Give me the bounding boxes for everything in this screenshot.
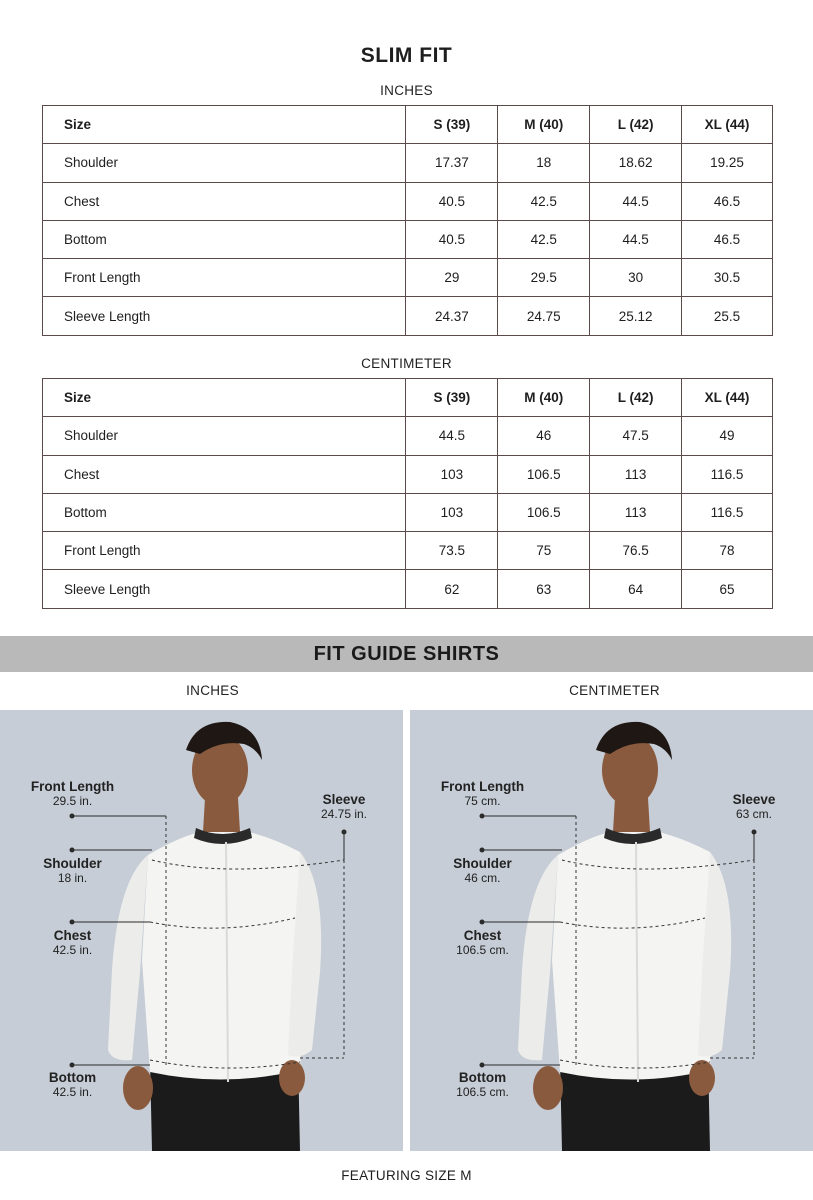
table-cell: 103 bbox=[406, 493, 498, 531]
table-cell: Shoulder bbox=[43, 144, 406, 182]
table-cell: 116.5 bbox=[682, 455, 773, 493]
fit-guide-panel-inches bbox=[0, 710, 403, 1151]
front-length-annotation bbox=[20, 780, 125, 808]
inches-label: INCHES bbox=[380, 83, 433, 98]
chest-value: 42.5 in. bbox=[52, 943, 93, 957]
table-cell: 40.5 bbox=[406, 220, 498, 258]
chest-value: 106.5 cm. bbox=[456, 943, 509, 957]
header-cell: S (39) bbox=[406, 379, 498, 417]
page-title: SLIM FIT bbox=[360, 44, 453, 67]
table-cell: Sleeve Length bbox=[43, 297, 406, 335]
bottom-annotation bbox=[440, 1071, 525, 1099]
table-cell: 30.5 bbox=[682, 259, 773, 297]
sleeve-label: Sleeve bbox=[322, 792, 366, 807]
shoulder-label: Shoulder bbox=[453, 856, 512, 871]
table-cell: 24.75 bbox=[498, 297, 590, 335]
bottom-value: 42.5 in. bbox=[52, 1085, 93, 1099]
table-cell: 64 bbox=[590, 570, 682, 608]
centimeter-label: CENTIMETER bbox=[361, 356, 452, 371]
table-cell: 63 bbox=[498, 570, 590, 608]
table-cell: 103 bbox=[406, 455, 498, 493]
table-cell: 19.25 bbox=[682, 144, 773, 182]
table-header-row bbox=[43, 106, 773, 144]
front-length-label: Front Length bbox=[440, 779, 525, 794]
bottom-label: Bottom bbox=[458, 1070, 507, 1085]
sleeve-annotation bbox=[710, 793, 798, 821]
table-cell: 30 bbox=[590, 259, 682, 297]
table-cell: 40.5 bbox=[406, 182, 498, 220]
fit-guide-title: FIT GUIDE SHIRTS bbox=[313, 642, 500, 665]
table-cell: 46.5 bbox=[682, 182, 773, 220]
table-cell: Shoulder bbox=[43, 417, 406, 455]
table-row bbox=[43, 220, 773, 258]
chest-label: Chest bbox=[53, 928, 92, 943]
table-cell: 44.5 bbox=[590, 220, 682, 258]
table-cell: 75 bbox=[498, 532, 590, 570]
table-header-row bbox=[43, 379, 773, 417]
featuring-size-caption: FEATURING SIZE M bbox=[341, 1168, 472, 1183]
table-cell: 44.5 bbox=[406, 417, 498, 455]
table-row bbox=[43, 182, 773, 220]
table-row bbox=[43, 144, 773, 182]
table-cell: 25.5 bbox=[682, 297, 773, 335]
header-cell: L (42) bbox=[590, 106, 682, 144]
shoulder-value: 18 in. bbox=[57, 871, 88, 885]
table-cell: 76.5 bbox=[590, 532, 682, 570]
table-row bbox=[43, 493, 773, 531]
table-cell: Front Length bbox=[43, 259, 406, 297]
table-cell: 44.5 bbox=[590, 182, 682, 220]
header-cell: XL (44) bbox=[682, 379, 773, 417]
fit-guide-banner bbox=[0, 636, 813, 672]
table-row bbox=[43, 532, 773, 570]
table-cell: 106.5 bbox=[498, 455, 590, 493]
table-row bbox=[43, 455, 773, 493]
chest-label: Chest bbox=[463, 928, 502, 943]
table-cell: 46.5 bbox=[682, 220, 773, 258]
table-cell: 47.5 bbox=[590, 417, 682, 455]
sleeve-value: 24.75 in. bbox=[320, 807, 368, 821]
header-cell: XL (44) bbox=[682, 106, 773, 144]
shoulder-annotation bbox=[440, 857, 525, 885]
table-cell: 73.5 bbox=[406, 532, 498, 570]
table-cell: 25.12 bbox=[590, 297, 682, 335]
inches-size-table bbox=[42, 105, 773, 336]
front-length-annotation bbox=[430, 780, 535, 808]
table-row bbox=[43, 259, 773, 297]
sleeve-annotation bbox=[300, 793, 388, 821]
fit-guide-centimeter-label: CENTIMETER bbox=[569, 683, 660, 698]
table-cell: 18.62 bbox=[590, 144, 682, 182]
bottom-label: Bottom bbox=[48, 1070, 97, 1085]
fit-guide-panel-centimeter bbox=[410, 710, 813, 1151]
table-cell: 113 bbox=[590, 493, 682, 531]
shoulder-value: 46 cm. bbox=[464, 871, 501, 885]
header-cell: L (42) bbox=[590, 379, 682, 417]
table-cell: 106.5 bbox=[498, 493, 590, 531]
front-length-value: 75 cm. bbox=[464, 794, 501, 808]
table-row bbox=[43, 297, 773, 335]
table-cell: 29.5 bbox=[498, 259, 590, 297]
chest-annotation bbox=[30, 929, 115, 957]
header-cell: Size bbox=[43, 106, 406, 144]
table-cell: 46 bbox=[498, 417, 590, 455]
bottom-value: 106.5 cm. bbox=[456, 1085, 509, 1099]
front-length-value: 29.5 in. bbox=[52, 794, 93, 808]
front-length-label: Front Length bbox=[30, 779, 115, 794]
table-cell: 42.5 bbox=[498, 182, 590, 220]
table-cell: 18 bbox=[498, 144, 590, 182]
shoulder-annotation bbox=[30, 857, 115, 885]
header-cell: S (39) bbox=[406, 106, 498, 144]
chest-annotation bbox=[440, 929, 525, 957]
table-cell: 24.37 bbox=[406, 297, 498, 335]
table-cell: 17.37 bbox=[406, 144, 498, 182]
table-cell: Chest bbox=[43, 182, 406, 220]
sleeve-label: Sleeve bbox=[732, 792, 776, 807]
header-cell: Size bbox=[43, 379, 406, 417]
header-cell: M (40) bbox=[498, 106, 590, 144]
table-cell: 62 bbox=[406, 570, 498, 608]
table-cell: Front Length bbox=[43, 532, 406, 570]
table-row bbox=[43, 417, 773, 455]
table-cell: 29 bbox=[406, 259, 498, 297]
table-cell: 113 bbox=[590, 455, 682, 493]
header-cell: M (40) bbox=[498, 379, 590, 417]
sleeve-value: 63 cm. bbox=[735, 807, 772, 821]
table-cell: 78 bbox=[682, 532, 773, 570]
table-cell: Sleeve Length bbox=[43, 570, 406, 608]
table-cell: 49 bbox=[682, 417, 773, 455]
table-cell: 65 bbox=[682, 570, 773, 608]
table-cell: Bottom bbox=[43, 220, 406, 258]
fit-guide-inches-label: INCHES bbox=[186, 683, 239, 698]
centimeter-size-table bbox=[42, 378, 773, 609]
shoulder-label: Shoulder bbox=[43, 856, 102, 871]
table-cell: Bottom bbox=[43, 493, 406, 531]
bottom-annotation bbox=[30, 1071, 115, 1099]
table-cell: 42.5 bbox=[498, 220, 590, 258]
table-cell: Chest bbox=[43, 455, 406, 493]
table-cell: 116.5 bbox=[682, 493, 773, 531]
table-row bbox=[43, 570, 773, 608]
